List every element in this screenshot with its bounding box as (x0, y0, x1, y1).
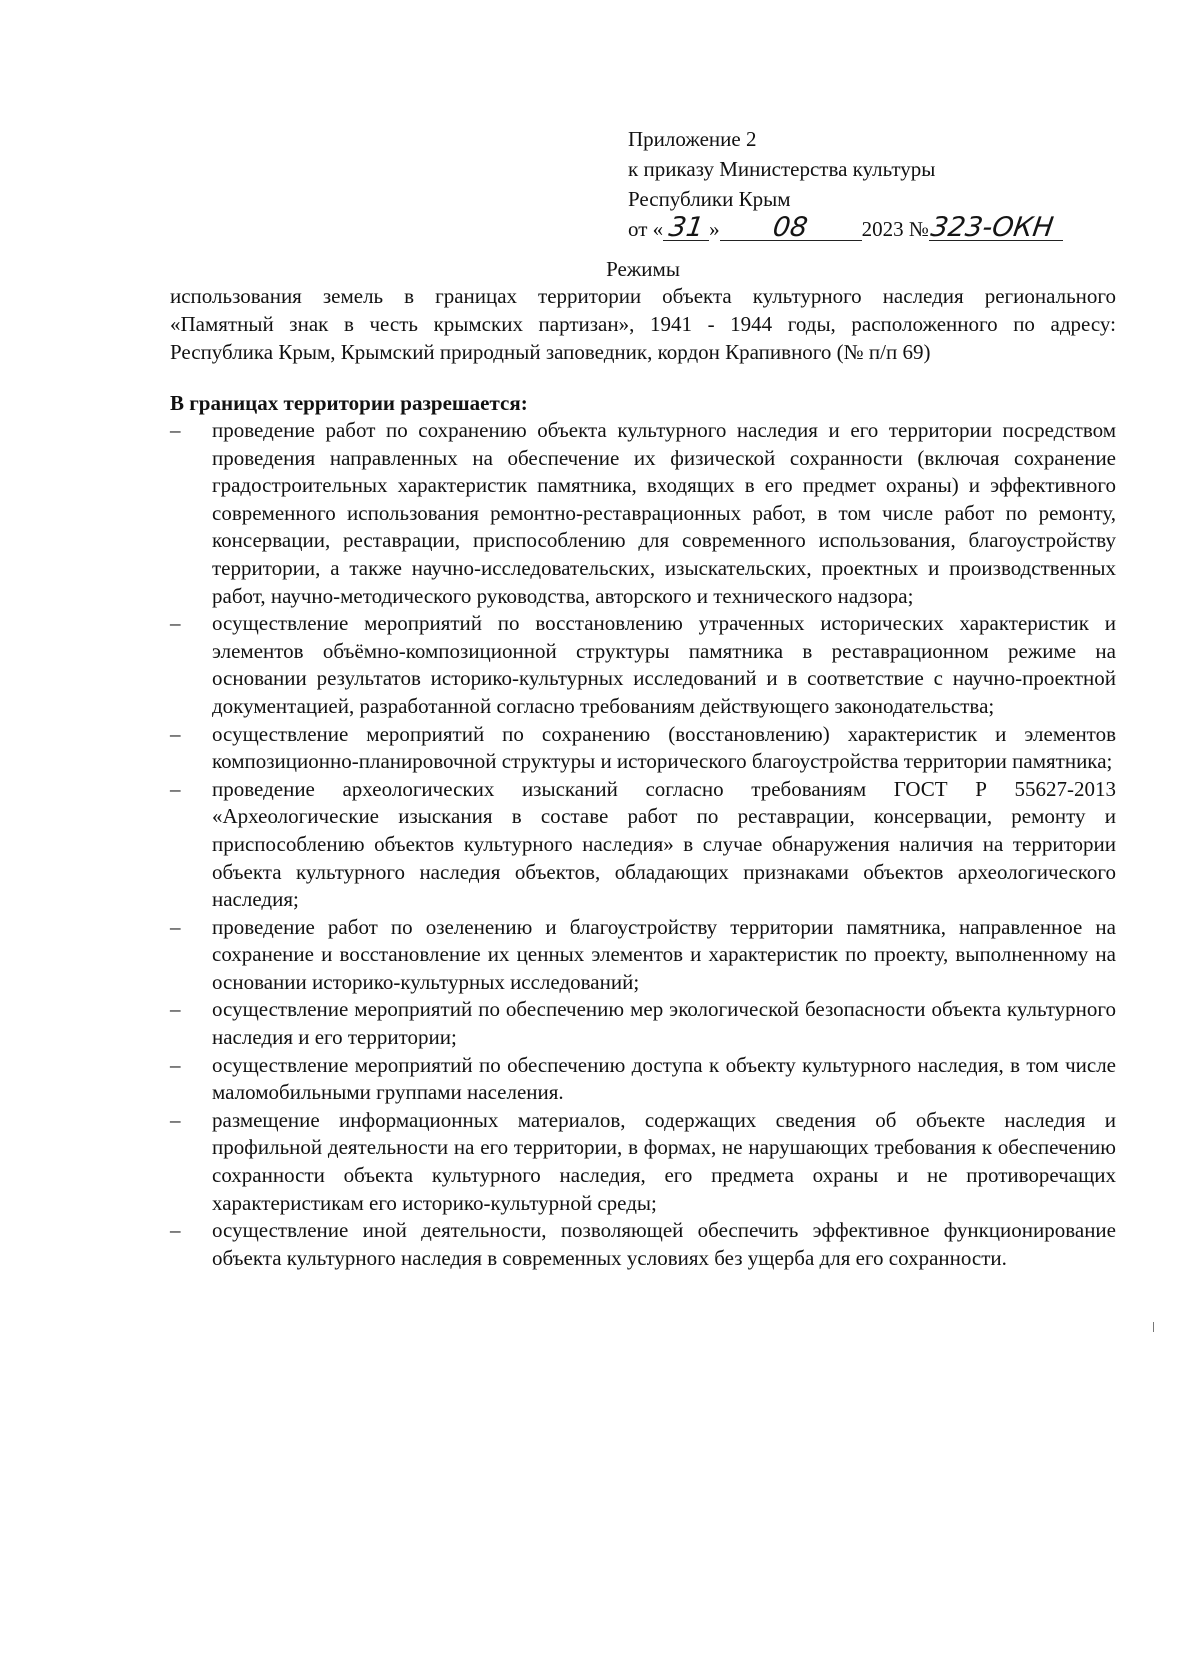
list-item (170, 914, 1116, 997)
list-item (170, 610, 1116, 720)
list-item (170, 1107, 1116, 1217)
document-title: Режимы (606, 257, 680, 281)
list-item-text: осуществление мероприятий по обеспечению доступа к объекту культурного наследия, в том числе маломобильными группами населения. (212, 1052, 1116, 1105)
appendix-number: Приложение 2 (628, 127, 757, 151)
day-field (663, 212, 709, 243)
list-item (170, 417, 1116, 610)
permitted-activities-list (170, 417, 1116, 1272)
list-dash: – (170, 418, 181, 442)
subtitle-line-3: Республика Крым, Крымский природный заповедник, кордон Крапивного (№ п/п 69) (170, 340, 931, 364)
list-item-text: размещение информационных материалов, содержащих сведения об объекте наследия и профильной деятельности на его территории, в формах, не нарушающих требования к обеспечению сохранности объекта культурного наследия, его предмета охраны и не противоречащих характеристикам его историко-культурной среды; (212, 1107, 1116, 1215)
list-dash: – (170, 1107, 181, 1132)
list-dash: – (170, 1218, 181, 1243)
list-dash: – (170, 914, 181, 939)
month-handwritten: 08 (771, 212, 811, 243)
list-item-text: проведение археологических изысканий согласно требованиям ГОСТ Р 55627-2013 «Археологические изыскания в составе работ по реставрации, консервации, ремонту и приспособлению объектов культурного наследия» в случае обнаружения наличия на территории объекта культурного наследия объектов, обладающих признаками объектов археологического наследия; (212, 776, 1116, 912)
document-subtitle (170, 282, 1116, 366)
order-number-field (928, 212, 1063, 243)
list-item (170, 776, 1116, 914)
list-dash: – (170, 1052, 181, 1077)
appendix-header (628, 124, 1088, 244)
month-field (720, 212, 862, 243)
subtitle-line-1: использования земель в границах территории объекта культурного наследия регионального (170, 284, 1116, 308)
list-item (170, 996, 1116, 1051)
list-dash: – (170, 776, 181, 801)
list-item-text: осуществление мероприятий по обеспечению мер экологической безопасности объекта культурного наследия и его территории; (212, 997, 1116, 1050)
list-item (170, 1052, 1116, 1107)
order-region: Республики Крым (628, 187, 791, 211)
list-item-text: осуществление мероприятий по восстановлению утраченных исторических характеристик и элементов объёмно-композиционной структуры памятника в реставрационном режиме на основании результатов историко-культурных исследований и в соответствие с научно-проектной документацией, разработанной согласно требованиям действующего законодательства; (212, 611, 1116, 718)
order-number-handwritten: 323-ОКН (928, 212, 1056, 243)
list-dash: – (170, 611, 181, 636)
list-dash: – (170, 997, 181, 1022)
date-mid: » (709, 217, 720, 241)
year-number-label: 2023 № (861, 217, 929, 241)
order-date-line (628, 214, 1088, 244)
list-item-text: проведение работ по озеленению и благоустройству территории памятника, направленное на сохранение и восстановление их ценных элементов и характеристик по проекту, выполненному на основании историко-культурных исследований; (212, 914, 1116, 994)
subtitle-line-2: «Памятный знак в честь крымских партизан», 1941 - 1944 годы, расположенного по адресу: (170, 312, 1116, 336)
scan-mark (1153, 1322, 1154, 1332)
order-reference: к приказу Министерства культуры (628, 157, 936, 181)
day-handwritten: 31 (666, 212, 706, 243)
list-item-text: осуществление мероприятий по сохранению (восстановлению) характеристик и элементов композиционно-планировочной структуры и исторического благоустройства территории памятника; (212, 721, 1116, 774)
list-item-text: проведение работ по сохранению объекта культурного наследия и его территории посредством проведения направленных на обеспечение их физической сохранности (включая сохранение градостроительных характеристик памятника, входящих в его предмет охраны) и эффективного современного использования ремонтно-реставрационных работ, в том числе работ по ремонту, консервации, реставрации, приспособлению для современного использования, благоустройству территории, а также научно-исследовательских, изыскательских, проектных и производственных работ, научно-методического руководства, авторского и технического надзора; (212, 418, 1116, 608)
list-item-text: осуществление иной деятельности, позволяющей обеспечить эффективное функционирование объекта культурного наследия в современных условиях без ущерба для его сохранности. (212, 1218, 1116, 1270)
list-dash: – (170, 721, 181, 746)
section-heading: В границах территории разрешается: (170, 391, 528, 415)
date-prefix: от « (628, 217, 664, 241)
list-item (170, 1217, 1116, 1272)
list-item (170, 721, 1116, 776)
